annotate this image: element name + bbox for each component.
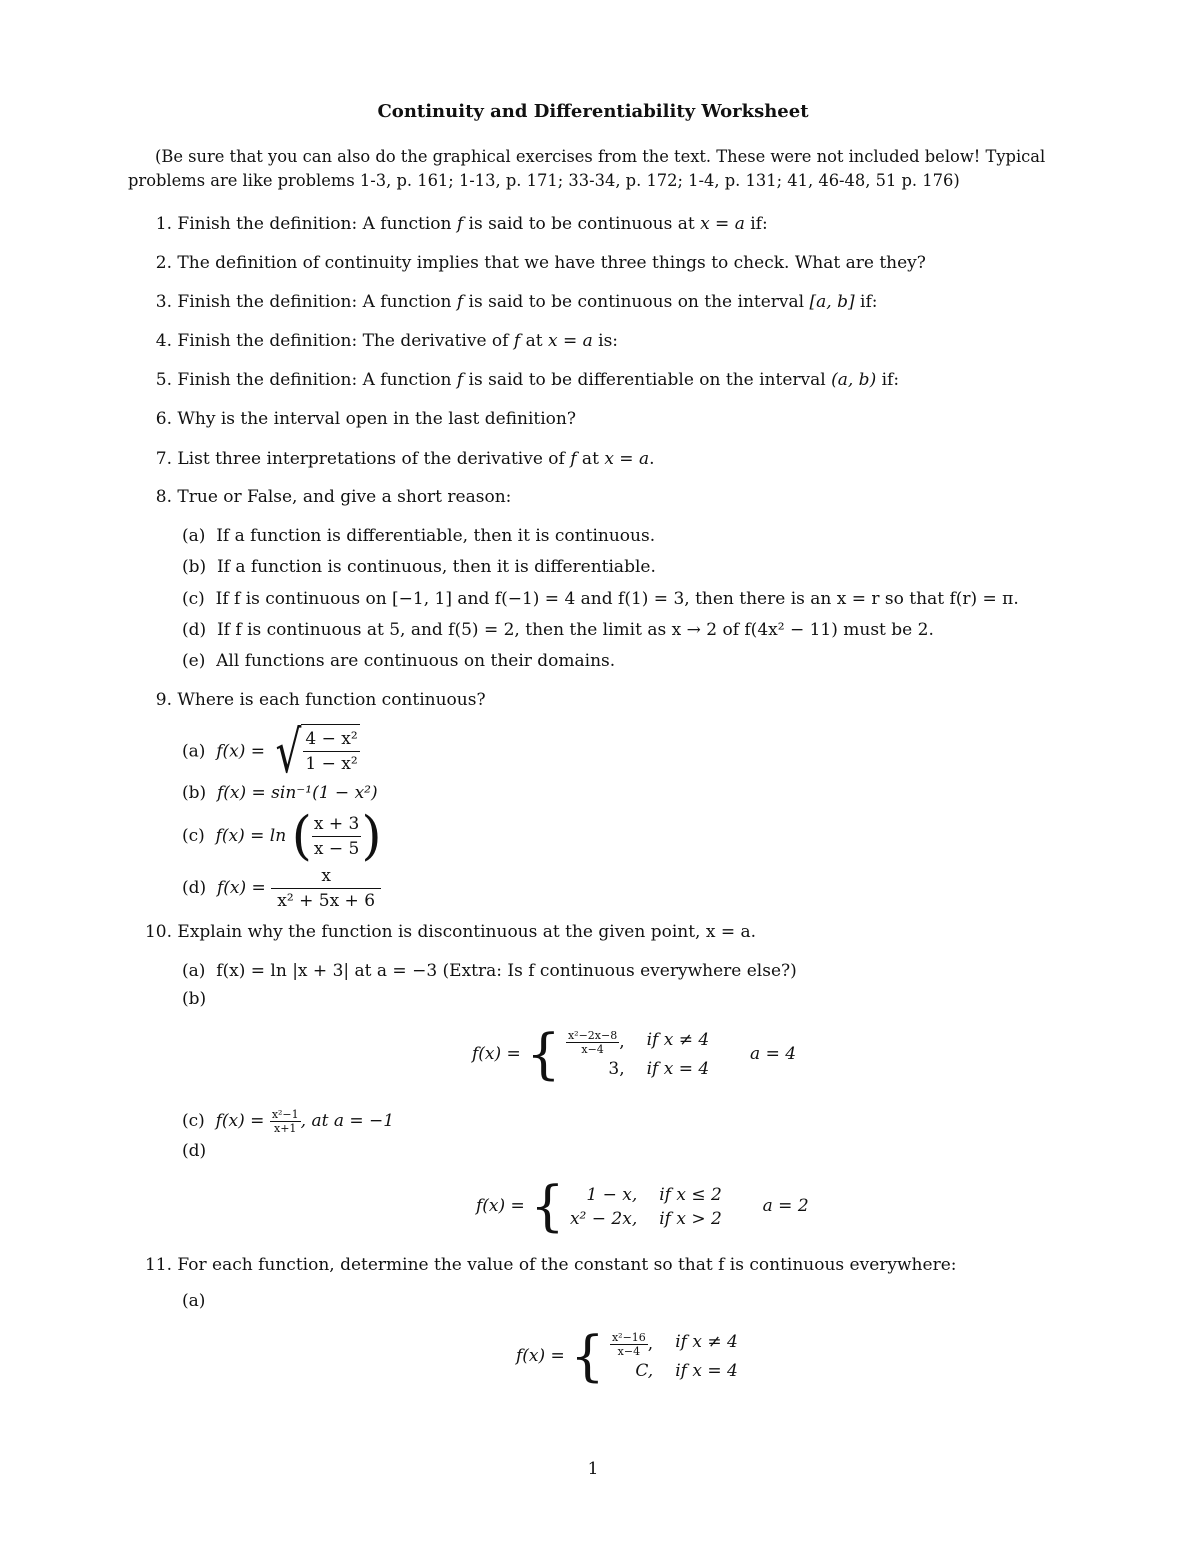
question-7: 7. List three interpretations of the derivative of f at x = a. [155, 449, 655, 469]
question-8e: (e) All functions are continuous on their domains. [182, 651, 616, 671]
question-10d-label: (d) [182, 1141, 207, 1161]
question-10c: (c) f(x) = $\frac{\text{x²−1}}{x+1}$ , at a = −1 [182, 1108, 395, 1135]
square-root: √ $\frac{\text{4 − x²}}{\text{1 − x²}}$ [275, 718, 358, 786]
question-3: 3. Finish the definition: A function f is said to be continuous on the interval [a, b] if: [155, 292, 878, 312]
question-11a-piecewise: f(x) = { $\frac{\text{x²−16}}{x-4}$ , if x ≠ 4 C, if x = 4 [516, 1324, 738, 1388]
question-9: 9. Where is each function continuous? [155, 690, 486, 710]
question-10: 10. Explain why the function is discontinuous at the given point, x = a. [144, 922, 757, 942]
question-1: 1. Finish the definition: A function f is said to be continuous at x = a if: [155, 214, 768, 234]
question-9a: (a) f(x) = √ $\frac{\text{4 − x²}}{\text{1 − x²}}$ [182, 718, 358, 786]
question-2: 2. The definition of continuity implies that we have three things to check. What are they? [155, 253, 926, 273]
question-11: 11. For each function, determine the value of the constant so that f is continuous everywhere: [144, 1255, 957, 1275]
question-8b: (b) If a function is continuous, then it is differentiable. [182, 557, 656, 577]
question-4: 4. Finish the definition: The derivative of f at x = a is: [155, 331, 619, 351]
question-8: 8. True or False, and give a short reason: [155, 487, 512, 507]
question-8c: (c) If f is continuous on [−1, 1] and f(−1) = 4 and f(1) = 3, then there is an x = r so that f(r) = π. [182, 589, 1019, 609]
question-9d: (d) f(x) = $\frac{x}{\text{x² + 5x + 6}}$ [182, 862, 381, 914]
intro-line-1: (Be sure that you can also do the graphical exercises from the text. These were not included below! Typical [155, 147, 1046, 166]
page-number: 1 [587, 1459, 599, 1479]
question-6: 6. Why is the interval open in the last definition? [155, 409, 576, 429]
question-10b-label: (b) [182, 989, 207, 1009]
page-title: Continuity and Differentiability Worksheet [377, 101, 809, 122]
question-10d-piecewise: f(x) = { 1 − x, if x ≤ 2 x² − 2x, if x > 2 a = 2 [476, 1174, 809, 1238]
question-8a: (a) If a function is differentiable, then it is continuous. [182, 526, 656, 546]
question-8d: (d) If f is continuous at 5, and f(5) = 2, then the limit as x → 2 of f(4x² − 11) must be 2. [182, 620, 934, 640]
question-9c: (c) f(x) = ln ( $\frac{x + 3}{x - 5}$ ) [182, 806, 382, 867]
intro-line-2: problems are like problems 1-3, p. 161; 1-13, p. 171; 33-34, p. 172; 1-4, p. 131; 41, 46-48, 51 p. 176) [128, 171, 960, 190]
question-5: 5. Finish the definition: A function f is said to be differentiable on the interval (a, b) if: [155, 370, 900, 390]
question-9b: (b) f(x) = sin⁻¹(1 − x²) [182, 783, 378, 803]
question-10a: (a) f(x) = ln |x + 3| at a = −3 (Extra: Is f continuous everywhere else?) [182, 961, 797, 981]
question-11a-label: (a) [182, 1291, 206, 1311]
question-10b-piecewise: f(x) = { $\frac{\text{x²−2x−8}}{x-4}$ , if x ≠ 4 3, if x = 4 a = 4 [472, 1022, 797, 1086]
